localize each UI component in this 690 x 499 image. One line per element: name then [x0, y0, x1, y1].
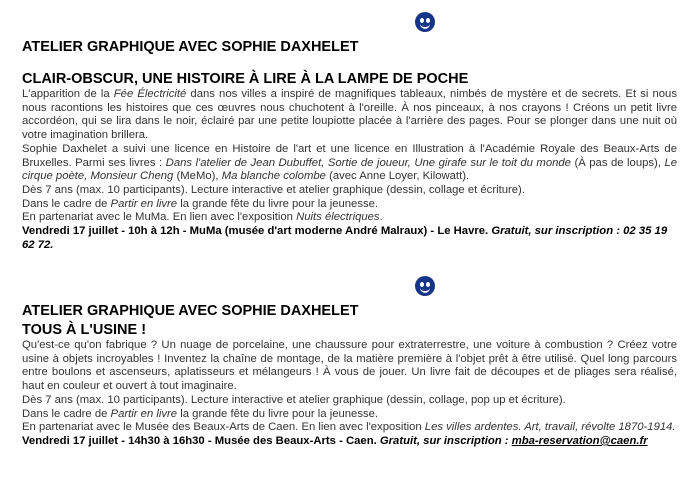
age-info: Dès 7 ans (max. 10 participants). Lecture interactive et atelier graphique (dessin, collage, pop up et écriture). — [22, 393, 566, 406]
partnership-info: En partenariat avec le Musée des Beaux-Arts de Caen. En lien avec l'exposition Les villes ardentes. Art, travail, révolte 1870-1914. — [22, 421, 676, 434]
smiley-icon — [415, 276, 435, 296]
event-subtitle: TOUS À L'USINE ! — [22, 322, 147, 338]
festival-info: Dans le cadre de Partir en livre la grande fête du livre pour la jeunesse. — [22, 407, 379, 420]
age-info: Dès 7 ans (max. 10 participants). Lecture interactive et atelier graphique (dessin, collage et écriture). — [22, 183, 525, 196]
event-schedule: Vendredi 17 juillet - 14h30 à 16h30 - Musée des Beaux-Arts - Caen. Gratuit, sur inscription : mba-reservation@caen.fr — [22, 434, 648, 447]
event-subtitle: CLAIR-OBSCUR, UNE HISTOIRE À LIRE À LA LAMPE DE POCHE — [22, 71, 469, 87]
artist-bio: Sophie Daxhelet a suivi une licence en Histoire de l'art et une licence en Illustration à l'Académie Royale des Beaux-Arts de Bruxelles. Parmi ses livres : Dans l'atelier de Jean Dubuffet, Sortie de joueur, Une girafe sur le toit du monde (À pas de loups), Le cirque poète, Monsieur Cheng (MeMo), Ma blanche colombe (avec Anne Loyer, Kilowatt). — [22, 142, 678, 183]
partnership-info: En partenariat avec le MuMa. En lien avec l'exposition Nuits électriques. — [22, 211, 383, 224]
event-section-1 — [22, 38, 677, 252]
event-title: ATELIER GRAPHIQUE AVEC SOPHIE DAXHELET — [22, 303, 359, 319]
festival-info: Dans le cadre de Partir en livre la grande fête du livre pour la jeunesse. — [22, 197, 379, 210]
event-schedule: Vendredi 17 juillet - 10h à 12h - MuMa (musée d'art moderne André Malraux) - Le Havre. Gratuit, sur inscription : 02 35 19 62 72. — [22, 225, 668, 251]
event-section-2 — [22, 302, 677, 449]
event-title: ATELIER GRAPHIQUE AVEC SOPHIE DAXHELET — [22, 39, 359, 55]
reservation-email-link[interactable]: mba-reservation@caen.fr — [511, 434, 648, 447]
description: Qu'est-ce qu'on fabrique ? Un nuage de porcelaine, une chaussure pour extraterrestre, une voiture à combustion ? Créez votre usine à objets incroyables ! Inventez la chaîne de montage, de la matière première à l'objet prêt à être utilisé. Quel long parcours entre boulons et ascenseurs, aplatisseurs et mélangeurs ! À vous de jouer. Un livre fait de découpes et de pliages sera réalisé, haut en couleur et ouvert à tout imaginaire. — [22, 339, 677, 393]
smiley-icon — [415, 12, 435, 32]
description: L'apparition de la Fée Électricité dans nos villes a inspiré de magnifiques tableaux, nimbés de mystère et de secrets. Et si nous nous racontions les histoires que ces œuvres nous chuchotent à l'oreille. À nos pinceaux, à nos crayons ! Créons un petit livre accordéon, qui se lira dans le noir, éclairé par une petite loupiotte placée à l'arrière des pages. Pour se plonger dans une nuit où votre imagination brillera. — [22, 88, 677, 142]
